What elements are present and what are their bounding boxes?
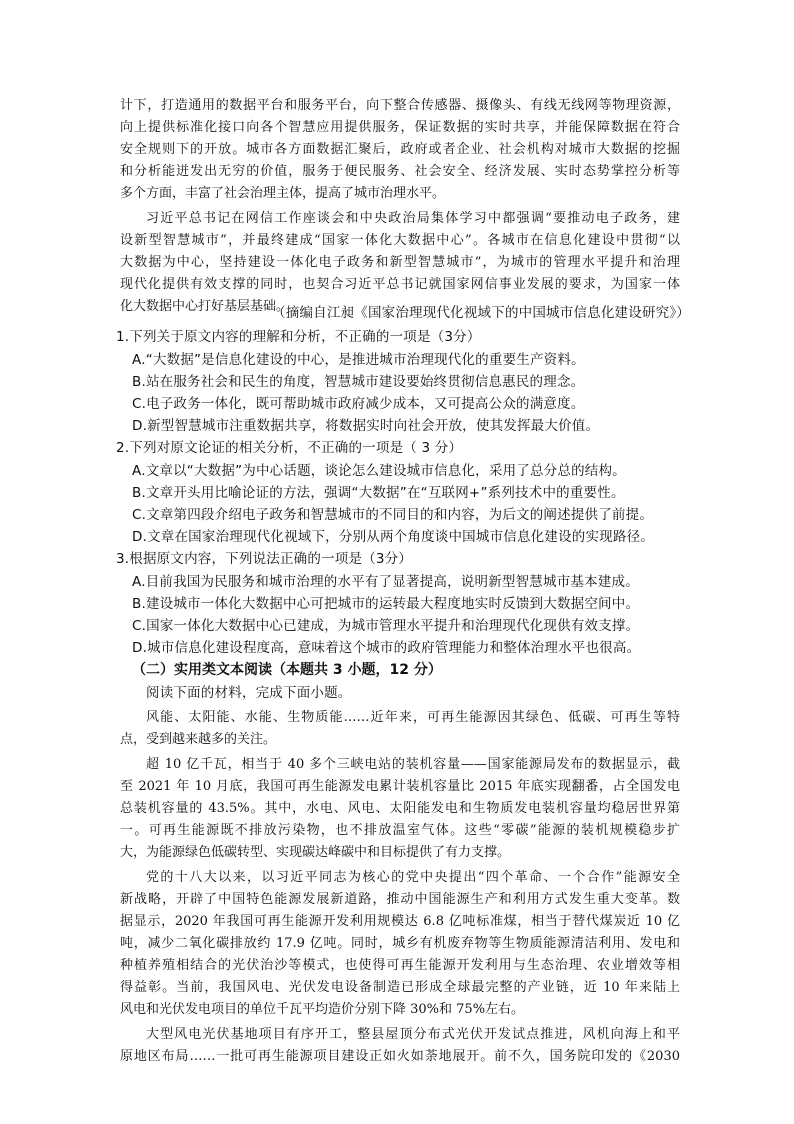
passage1-line: 多个方面，丰富了社会治理主体，提高了城市治理水平。 <box>120 186 446 201</box>
passage2-line: 原地区布局……一批可再生能源项目建设正如火如荼地展开。前不久，国务院印发的《2030 <box>120 1049 680 1064</box>
question-3-option-a: A.目前我国为民服务和城市治理的水平有了显著提高，说明新型智慧城市基本建成。 <box>132 574 639 590</box>
question-3-option-d: D.城市信息化建设程度高，意味着这个城市的政府管理能力和整体治理水平也很高。 <box>132 640 641 656</box>
question-2-option-a: A.文章以“大数据”为中心话题，谈论怎么建设城市信息化，采用了总分总的结构。 <box>132 463 626 479</box>
question-1-stem: 1.下列关于原文内容的理解和分析，不正确的一项是（3分） <box>116 329 481 345</box>
passage2-line: 大型风电光伏基地项目有序开工，整县屋顶分布式光伏开发试点推进，风机向海上和平 <box>146 1027 680 1042</box>
question-1-option-a: A.“大数据”是信息化建设的中心，是推进城市治理现代化的重要生产资料。 <box>132 352 585 368</box>
question-3-option-b: B.建设城市一体化大数据中心可把城市的运转最大程度地实时反馈到大数据空间中。 <box>132 596 640 612</box>
passage1-line: 大数据为中心，坚持建设一体化电子政务和新型智慧城市”，为城市的管理水平提升和治理 <box>120 255 680 270</box>
passage1-line: 现代化提供有效支撑的同时，也契合习近平总书记就国家网信事业发展的要求，为国家一体 <box>120 277 680 292</box>
passage2-line: 新战略，开辟了中国特色能源发展新道路，推动中国能源生产和利用方式发生重大变革。数 <box>120 892 680 907</box>
passage2-line: 据显示，2020 年我国可再生能源开发利用规模达 6.8 亿吨标准煤，相当于替代煤炭近 10 亿 <box>120 914 680 929</box>
passage2-line: 点，受到越来越多的关注。 <box>120 732 277 747</box>
passage1-line: 和分析能迸发出无穷的价值，服务于便民服务、社会安全、经济发展、实时态势掌控分析等 <box>120 164 680 179</box>
question-3-option-c: C.国家一体化大数据中心已建成，为城市管理水平提升和治理现代化现供有效支撑。 <box>132 618 640 634</box>
question-2-option-b: B.文章开头用比喻论证的方法，强调“大数据”在“互联网+”系列技术中的重要性。 <box>132 485 625 501</box>
question-1-option-d: D.新型智慧城市注重数据共享，将数据实时向社会开放，使其发挥最大价值。 <box>132 418 600 434</box>
passage2-line: 种植养殖相结合的光伏治沙等模式，也使得可再生能源开发利用与生态治理、农业增效等相 <box>120 958 680 973</box>
passage2-line: 超 10 亿千瓦，相当于 40 多个三峡电站的装机容量——国家能源局发布的数据显示，截 <box>146 757 680 772</box>
citation: （摘编自江昶《国家治理现代化视域下的中国城市信息化建设研究》） <box>272 305 690 321</box>
passage2-line: 党的十八大以来，以习近平同志为核心的党中央提出“四个革命、一个合作”能源安全 <box>146 870 680 885</box>
passage1-line: 计下，打造通用的数据平台和服务平台，向下整合传感器、摄像头、有线无线网等物理资源， <box>120 98 680 113</box>
passage1-line: 化大数据中心打好基层基础。 <box>120 299 290 314</box>
question-1-option-b: B.站在服务社会和民生的角度，智慧城市建设要始终贯彻信息惠民的理念。 <box>132 374 585 390</box>
question-2-option-c: C.文章第四段介绍电子政务和智慧城市的不同目的和内容，为后文的阐述提供了前提。 <box>132 507 654 523</box>
passage1-line: 习近平总书记在网信工作座谈会和中央政治局集体学习中都强调“要推动电子政务，建 <box>146 211 680 226</box>
question-3-stem: 3.根据原文内容，下列说法正确的一项是（3分） <box>116 551 413 567</box>
section-instruction: 阅读下面的材料，完成下面小题。 <box>146 685 352 701</box>
passage2-line: 得益彰。当前，我国风电、光伏发电设备制造已形成全球最完整的产业链，近 10 年来陆上 <box>120 980 680 995</box>
passage2-line: 大，为能源绿色低碳转型、实现碳达峰碳中和目标提供了有力支撑。 <box>120 845 511 860</box>
passage2-line: 风电和光伏发电项目的单位千瓦平均造价分别下降 30%和 75%左右。 <box>120 1002 525 1017</box>
passage1-line: 设新型智慧城市”，并最终建成“国家一体化大数据中心”。各城市在信息化建设中贯彻“以 <box>120 233 680 248</box>
passage2-line: 总装机容量的 43.5%。其中，水电、风电、太阳能发电和生物质发电装机容量均稳居世界第 <box>120 801 680 816</box>
question-1-option-c: C.电子政务一体化，既可帮助城市政府减少成本，又可提高公众的满意度。 <box>132 396 585 412</box>
passage1-line: 向上提供标准化接口向各个智慧应用提供服务，保证数据的实时共享，并能保障数据在符合 <box>120 120 680 135</box>
passage2-line: 至 2021 年 10 月底，我国可再生能源发电累计装机容量比 2015 年底实现翻番，占全国发电 <box>120 779 680 794</box>
question-2-stem: 2.下列对原文论证的相关分析，不正确的一项是（ 3 分） <box>116 440 463 456</box>
passage1-line: 安全规则下的开放。城市各方面数据汇聚后，政府或者企业、社会机构对城市大数据的挖掘 <box>120 142 680 157</box>
passage2-line: 一。可再生能源既不排放污染物，也不排放温室气体。这些“零碳”能源的装机规模稳步扩 <box>120 823 680 838</box>
section-heading: （二）实用类文本阅读（本题共 3 小题，12 分） <box>132 662 442 678</box>
passage2-line: 风能、太阳能、水能、生物质能……近年来，可再生能源因其绿色、低碳、可再生等特 <box>146 710 680 725</box>
passage2-line: 吨，减少二氧化碳排放约 17.9 亿吨。同时，城乡有机废弃物等生物质能源清洁利用、发电和 <box>120 936 680 951</box>
question-2-option-d: D.文章在国家治理现代化视域下，分别从两个角度谈中国城市信息化建设的实现路径。 <box>132 529 654 545</box>
